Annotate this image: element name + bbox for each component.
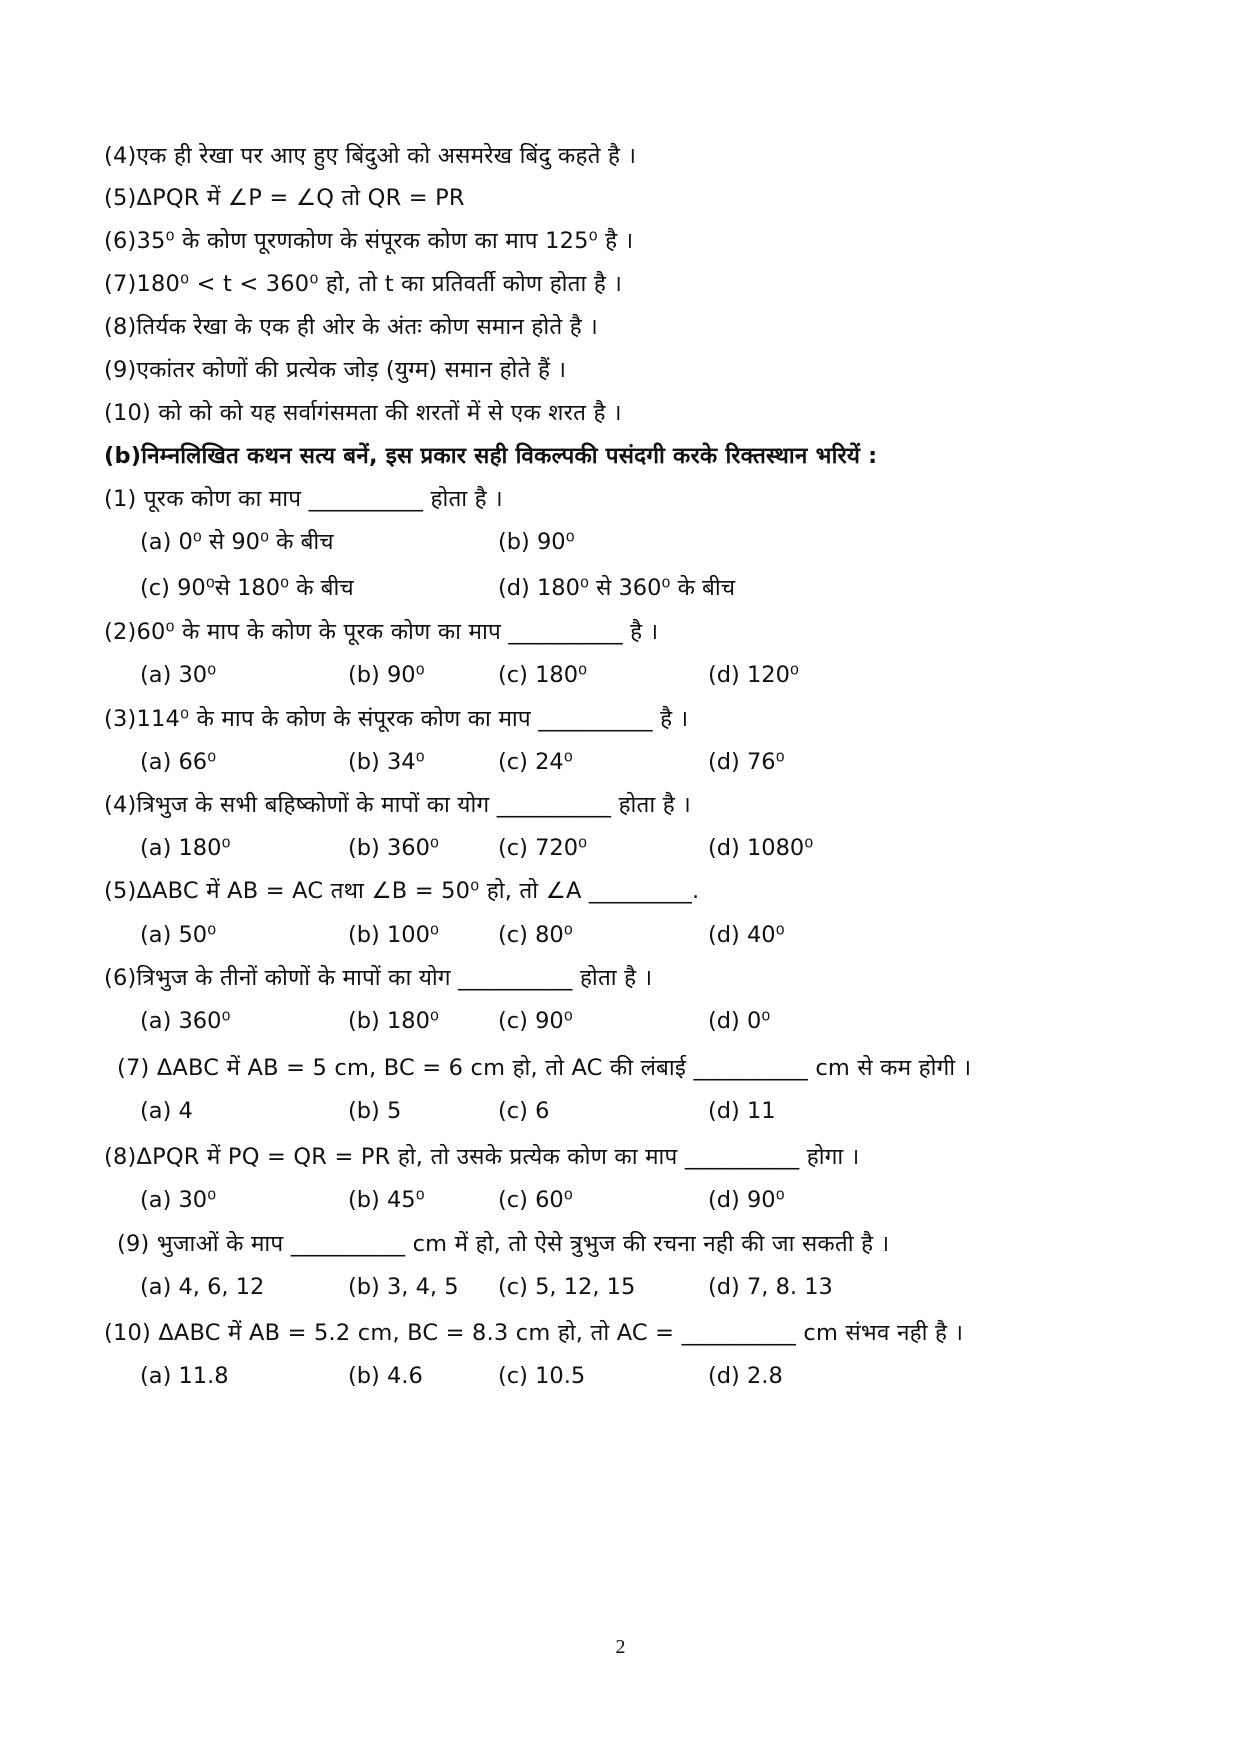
option-c: (c) 90⁰से 180⁰ के बीच (140, 575, 354, 601)
question-7: (7) ΔABC में AB = 5 cm, BC = 6 cm हो, तो AC की लंबाई __________ cm से कम होगी । (117, 1055, 972, 1081)
question-1: (1) पूरक कोण का माप __________ होता है । (104, 486, 503, 512)
option-b: (b) 90⁰ (498, 529, 575, 555)
page-number: 2 (615, 1636, 626, 1658)
option-b: (b) 34⁰ (348, 749, 425, 775)
question-2: (2)60⁰ के माप के कोण के पूरक कोण का माप __________ है । (104, 619, 659, 645)
option-a: (a) 360⁰ (140, 1008, 231, 1034)
option-b: (b) 4.6 (348, 1363, 423, 1389)
option-b: (b) 45⁰ (348, 1187, 425, 1213)
option-d: (d) 2.8 (708, 1363, 783, 1389)
statement-9: (9)एकांतर कोणों की प्रत्येक जोड़ (युग्म) समान होते हैं । (104, 357, 567, 383)
statement-7: (7)180⁰ < t < 360⁰ हो, तो t का प्रतिवर्ती कोण होता है । (104, 271, 623, 297)
option-d: (d) 7, 8. 13 (708, 1274, 833, 1300)
option-c: (c) 10.5 (498, 1363, 586, 1389)
section-b-heading: (b)निम्नलिखित कथन सत्य बनें, इस प्रकार सही विकल्पकी पसंदगी करके रिक्तस्थान भरियें : (104, 443, 878, 469)
option-b: (b) 3, 4, 5 (348, 1274, 459, 1300)
option-d: (d) 11 (708, 1098, 776, 1124)
statement-6: (6)35⁰ के कोण पूरणकोण के संपूरक कोण का माप 125⁰ है । (104, 228, 634, 254)
option-c: (c) 90⁰ (498, 1008, 573, 1034)
option-a: (a) 11.8 (140, 1363, 229, 1389)
question-9: (9) भुजाओं के माप __________ cm में हो, तो ऐसे त्रुभुज की रचना नही की जा सकती है । (117, 1231, 890, 1257)
option-c: (c) 720⁰ (498, 835, 588, 861)
option-a: (a) 0⁰ से 90⁰ के बीच (140, 529, 334, 555)
option-c: (c) 60⁰ (498, 1187, 573, 1213)
question-4: (4)त्रिभुज के सभी बहिष्कोणों के मापों का योग __________ होता है । (104, 792, 691, 818)
option-d: (d) 90⁰ (708, 1187, 785, 1213)
question-5: (5)ΔABC में AB = AC तथा ∠B = 50⁰ हो, तो ∠A _________. (104, 878, 700, 904)
option-c: (c) 80⁰ (498, 922, 573, 948)
option-b: (b) 180⁰ (348, 1008, 439, 1034)
statement-8: (8)तिर्यक रेखा के एक ही ओर के अंतः कोण समान होते है । (104, 314, 598, 340)
question-6: (6)त्रिभुज के तीनों कोणों के मापों का योग __________ होता है । (104, 965, 653, 991)
option-a: (a) 30⁰ (140, 1187, 217, 1213)
option-a: (a) 50⁰ (140, 922, 217, 948)
option-c: (c) 24⁰ (498, 749, 573, 775)
option-d: (d) 180⁰ से 360⁰ के बीच (498, 575, 735, 601)
question-3: (3)114⁰ के माप के कोण के संपूरक कोण का माप __________ है । (104, 706, 689, 732)
option-c: (c) 180⁰ (498, 662, 588, 688)
question-10: (10) ΔABC में AB = 5.2 cm, BC = 8.3 cm हो, तो AC = __________ cm संभव नही है । (104, 1320, 964, 1346)
statement-4: (4)एक ही रेखा पर आए हुए बिंदुओ को असमरेख बिंदु कहते है । (104, 143, 637, 169)
option-d: (d) 120⁰ (708, 662, 799, 688)
option-a: (a) 180⁰ (140, 835, 231, 861)
option-d: (d) 40⁰ (708, 922, 785, 948)
option-a: (a) 4 (140, 1098, 193, 1124)
option-d: (d) 76⁰ (708, 749, 785, 775)
statement-10: (10) को को को यह सर्वागंसमता की शरतों में से एक शरत है । (104, 400, 622, 426)
option-c: (c) 5, 12, 15 (498, 1274, 636, 1300)
statement-5: (5)ΔPQR में ∠P = ∠Q तो QR = PR (104, 185, 465, 211)
option-d: (d) 0⁰ (708, 1008, 771, 1034)
question-8: (8)ΔPQR में PQ = QR = PR हो, तो उसके प्रत्येक कोण का माप __________ होगा । (104, 1144, 860, 1170)
option-a: (a) 66⁰ (140, 749, 217, 775)
option-c: (c) 6 (498, 1098, 550, 1124)
option-d: (d) 1080⁰ (708, 835, 814, 861)
option-b: (b) 90⁰ (348, 662, 425, 688)
option-a: (a) 30⁰ (140, 662, 217, 688)
option-b: (b) 360⁰ (348, 835, 439, 861)
option-b: (b) 5 (348, 1098, 402, 1124)
option-a: (a) 4, 6, 12 (140, 1274, 265, 1300)
option-b: (b) 100⁰ (348, 922, 439, 948)
